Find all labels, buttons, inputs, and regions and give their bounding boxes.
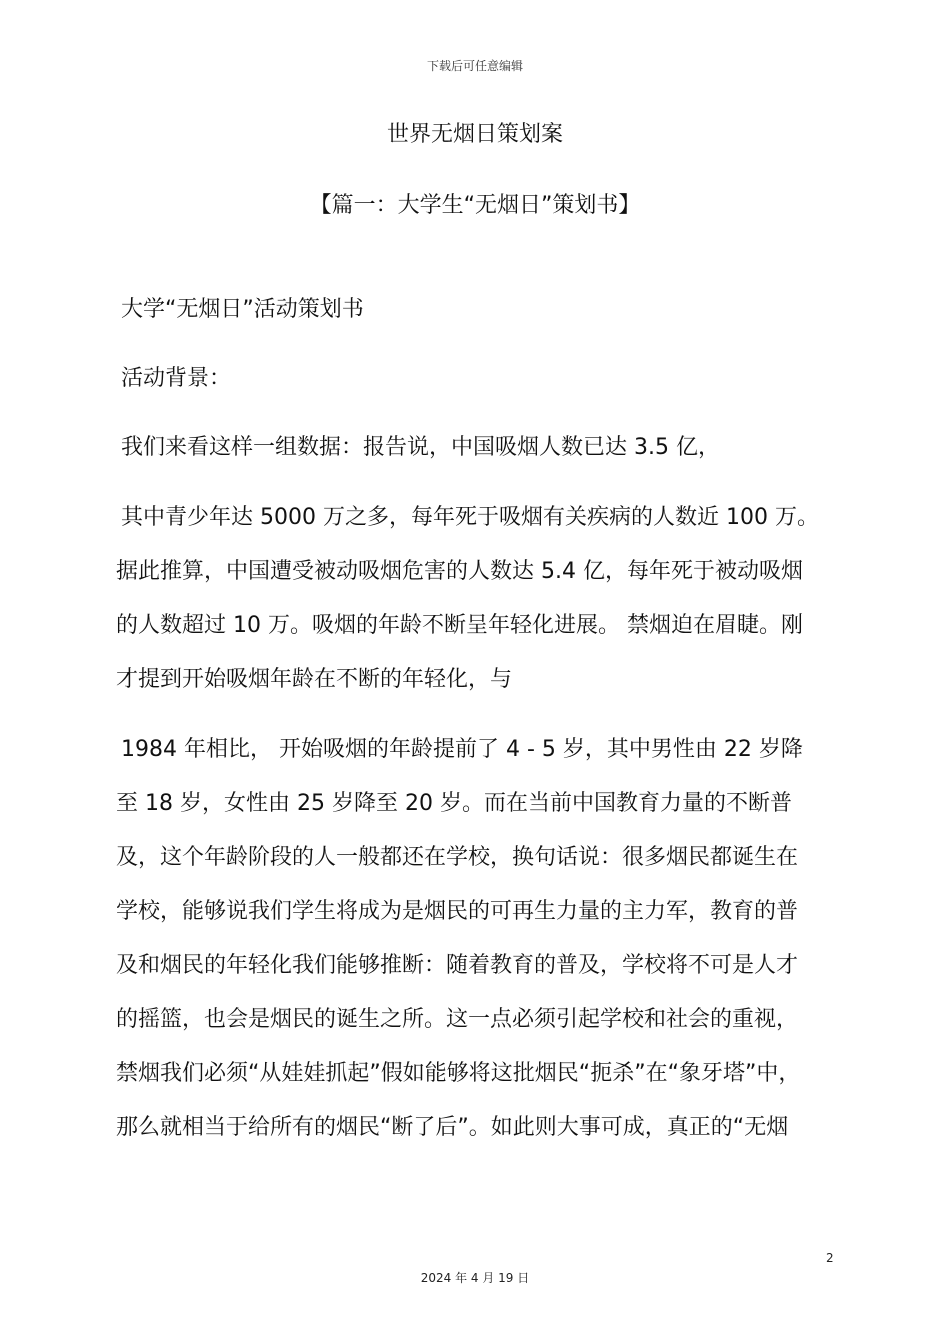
header-note: 下载后可任意编辑 xyxy=(426,59,523,73)
paragraph-line: 据此推算，中国遭受被动吸烟危害的人数达 5.4 亿，每年死于被动吸烟 xyxy=(116,559,803,584)
page-number: 2 xyxy=(826,1251,834,1265)
paragraph-line: 我们来看这样一组数据：报告说，中国吸烟人数已达 3.5 亿， xyxy=(121,435,720,460)
paragraph-line: 至 18 岁，女性由 25 岁降至 20 岁。而在当前中国教育力量的不断普 xyxy=(116,791,792,816)
paragraph-line: 的摇篮，也会是烟民的诞生之所。这一点必须引起学校和社会的重视， xyxy=(116,1007,799,1032)
paragraph-line: 学校，能够说我们学生将成为是烟民的可再生力量的主力军，教育的普 xyxy=(116,899,799,924)
paragraph-line: 及和烟民的年轻化我们能够推断：随着教育的普及，学校将不可是人才 xyxy=(116,953,799,978)
footer-date: 2024 年 4 月 19 日 xyxy=(420,1271,530,1285)
paragraph-line: 1984 年相比， 开始吸烟的年龄提前了 4 - 5 岁，其中男性由 22 岁降 xyxy=(121,737,803,762)
paragraph-line: 的人数超过 10 万。吸烟的年龄不断呈年轻化进展。 禁烟迫在眉睫。刚 xyxy=(116,613,803,638)
section-heading: 大学“无烟日”活动策划书 xyxy=(121,297,364,322)
paragraph-line: 禁烟我们必须“从娃娃抓起”假如能够将这批烟民“扼杀”在“象牙塔”中， xyxy=(116,1061,801,1086)
document-subtitle: 【篇一：大学生“无烟日”策划书】 xyxy=(309,193,641,218)
document-title: 世界无烟日策划案 xyxy=(386,122,563,147)
paragraph-line: 才提到开始吸烟年龄在不断的年轻化，与 xyxy=(116,667,513,692)
paragraph-line: 及，这个年龄阶段的人一般都还在学校，换句话说：很多烟民都诞生在 xyxy=(116,845,799,870)
background-label: 活动背景： xyxy=(121,366,232,391)
paragraph-line: 其中青少年达 5000 万之多，每年死于吸烟有关疾病的人数近 100 万。 xyxy=(121,505,819,530)
paragraph-line: 那么就相当于给所有的烟民“断了后”。如此则大事可成，真正的“无烟 xyxy=(116,1115,789,1140)
